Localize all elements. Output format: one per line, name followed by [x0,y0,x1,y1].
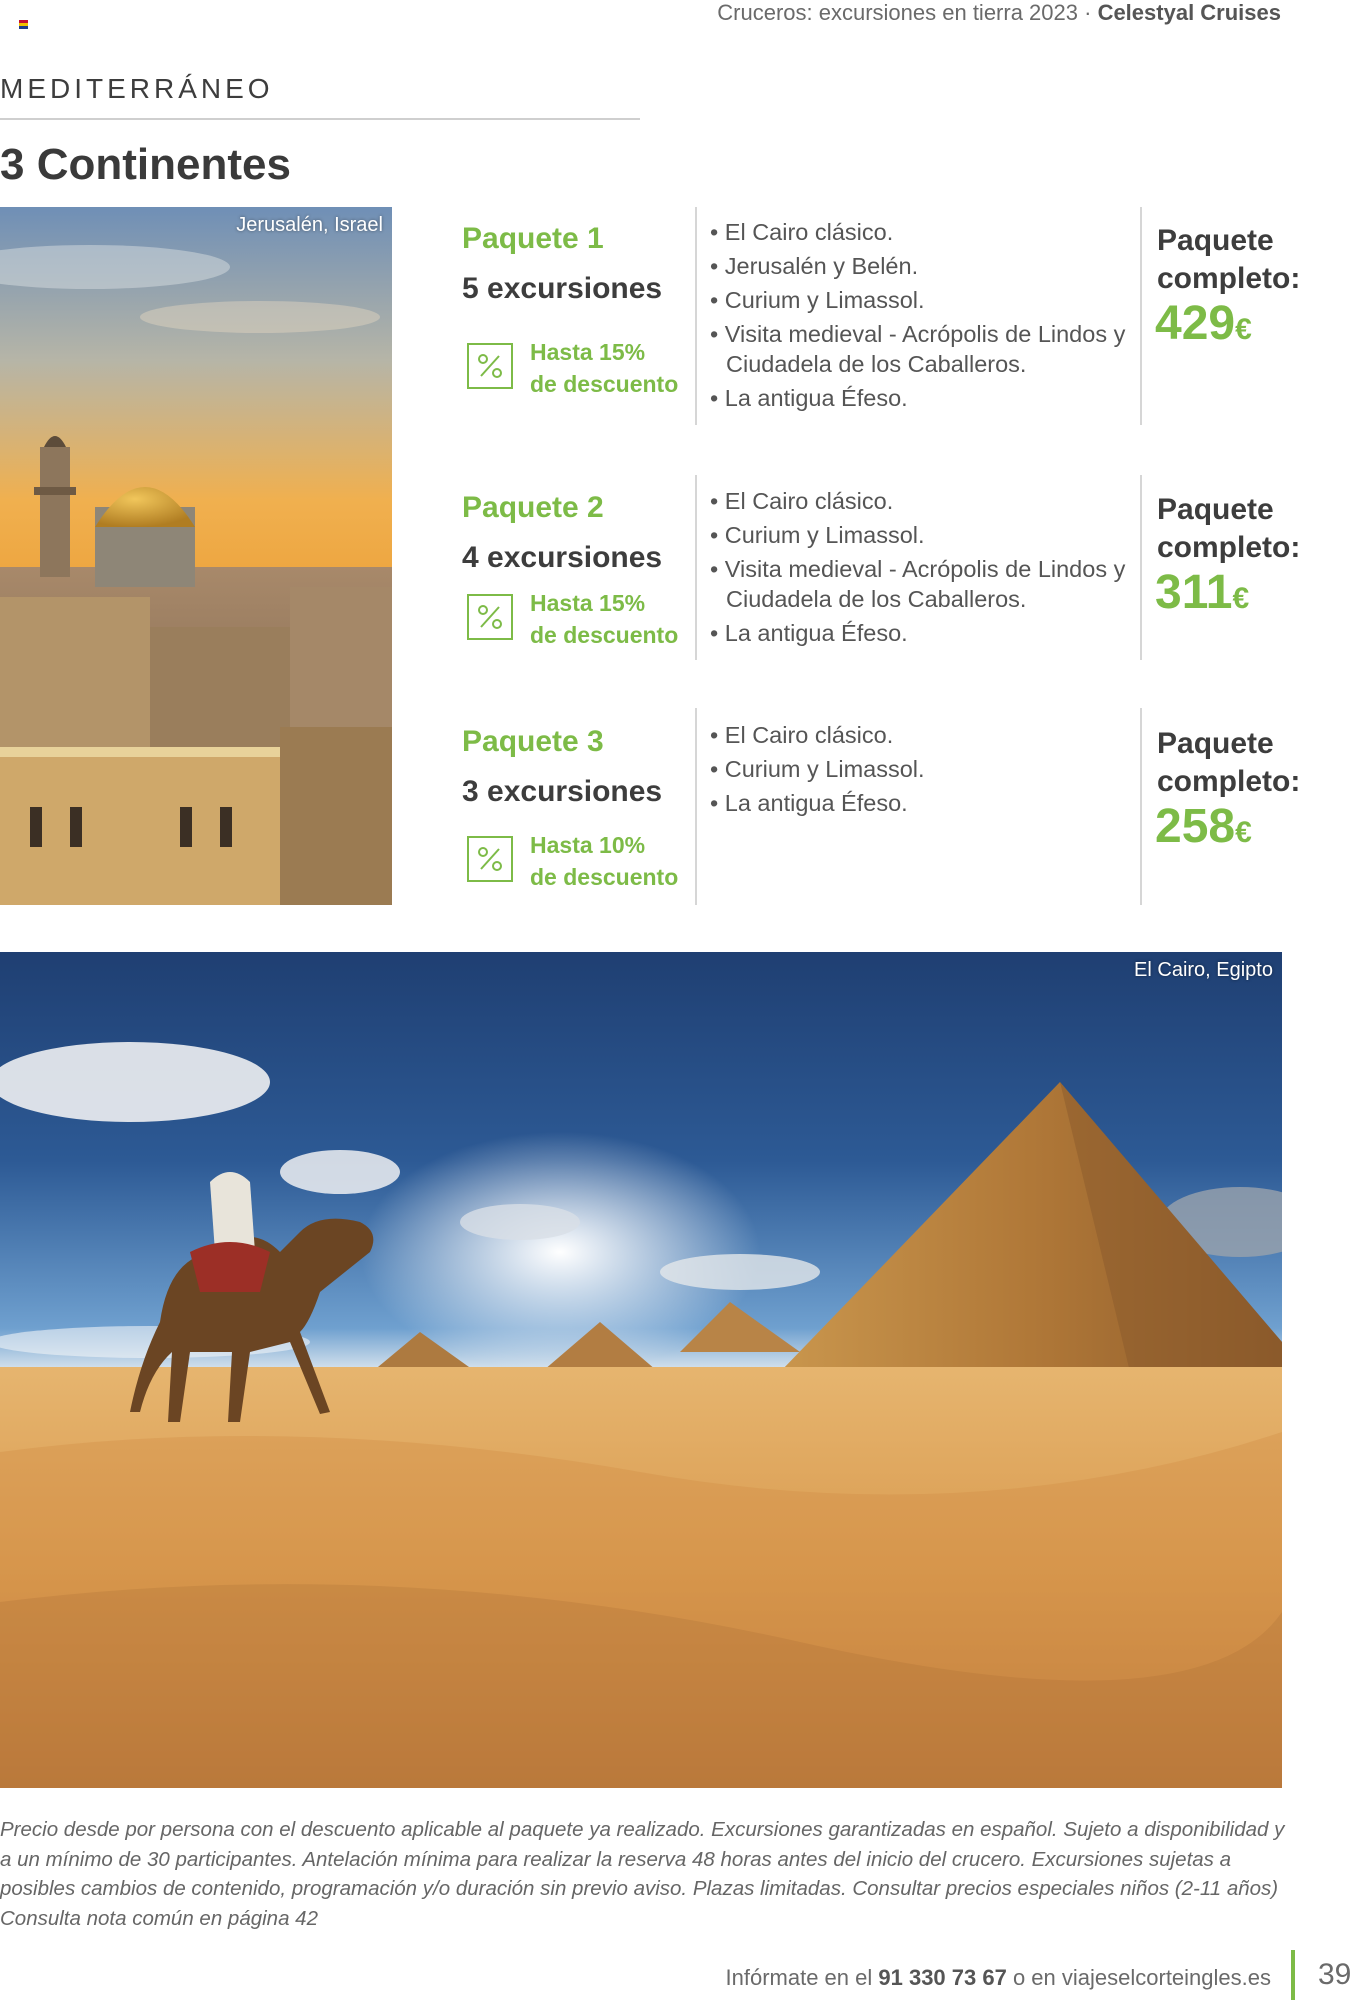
discount-text: de descuento [530,371,679,397]
list-item: • El Cairo clásico. [710,215,1140,249]
list-item: • Visita medieval - Acrópolis de Lindos y Ciudadela de los Caballeros. [710,552,1140,616]
photo-caption-cairo: El Cairo, Egipto [1134,959,1273,981]
column-divider [695,207,697,425]
package-excursion-count: 5 excursiones [462,272,663,305]
contact-prefix: Infórmate en el [725,1965,879,1990]
cairo-photo [0,952,1282,1788]
price-amount: 311 [1155,566,1233,619]
column-divider [695,475,697,660]
package-price [1155,296,1252,351]
percent-icon [467,594,513,640]
column-divider [695,708,697,905]
price-label: Paquete [1157,727,1274,760]
page-number: 39 [1318,1958,1352,1991]
price-label: Paquete [1157,493,1274,526]
contact-phone: 91 330 73 67 [878,1965,1007,1990]
running-header [717,0,1281,26]
package-price [1155,565,1249,620]
discount-text: Hasta 15% [530,339,646,365]
section-divider [0,118,640,120]
price-currency: € [1235,313,1252,346]
price-amount: 258 [1155,800,1236,853]
excursion-list [710,215,1140,415]
price-currency: € [1232,582,1250,615]
package-title: Paquete 1 [462,222,604,255]
disclaimer-note: Precio desde por persona con el descuento aplicable al paquete ya realizado. Excursiones garantizadas en español. Sujeto a disponibilidad y a un mínimo de 30 participantes. Antelación mínima para realizar la reserva 48 horas antes del inicio del crucero. Excursiones sujetas a posibles cambios de contenido, programación y/o duración sin previo aviso. Plazas limitadas. Consultar precios especiales niños (2-11 años) Consulta nota común en página 42 [0,1818,1285,1930]
list-item: • La antigua Éfeso. [710,786,1140,820]
package-price [1155,799,1252,854]
list-item: • Curium y Limassol. [710,283,1140,317]
excursion-list [710,718,1140,820]
contact-website: o en viajeselcorteingles.es [1006,1965,1271,1990]
package-excursion-count: 4 excursiones [462,541,663,574]
percent-icon [467,343,513,389]
list-item: • El Cairo clásico. [710,484,1140,518]
price-label: Paquete [1157,224,1274,257]
column-divider [1140,475,1142,660]
discount-text: Hasta 15% [530,590,646,616]
header-brand: Celestyal Cruises [1097,0,1281,25]
discount-text: de descuento [530,622,679,648]
column-divider [1140,708,1142,905]
column-divider [1140,207,1142,425]
header-text: Cruceros: excursiones en tierra 2023 · [717,0,1098,25]
price-label: completo: [1157,765,1301,798]
price-label: completo: [1157,262,1301,295]
price-currency: € [1235,816,1252,849]
price-label: completo: [1157,531,1301,564]
page-number-divider [1291,1950,1295,2000]
jerusalem-photo [0,207,392,905]
page-title: 3 Continentes [0,140,291,189]
price-amount: 429 [1155,297,1236,350]
section-label: MEDITERRÁNEO [0,73,274,104]
list-item: • El Cairo clásico. [710,718,1140,752]
list-item: • Jerusalén y Belén. [710,249,1140,283]
photo-caption-jerusalem: Jerusalén, Israel [236,214,383,236]
list-item: • Curium y Limassol. [710,518,1140,552]
contact-info [726,1965,1272,1991]
discount-text: Hasta 10% [530,832,646,858]
flag-icon [19,20,28,29]
package-excursion-count: 3 excursiones [462,775,663,808]
list-item: • Visita medieval - Acrópolis de Lindos y Ciudadela de los Caballeros. [710,317,1140,381]
list-item: • La antigua Éfeso. [710,616,1140,650]
package-title: Paquete 3 [462,725,604,758]
discount-text: de descuento [530,864,679,890]
list-item: • La antigua Éfeso. [710,381,1140,415]
excursion-list [710,484,1140,650]
package-title: Paquete 2 [462,491,604,524]
list-item: • Curium y Limassol. [710,752,1140,786]
percent-icon [467,836,513,882]
